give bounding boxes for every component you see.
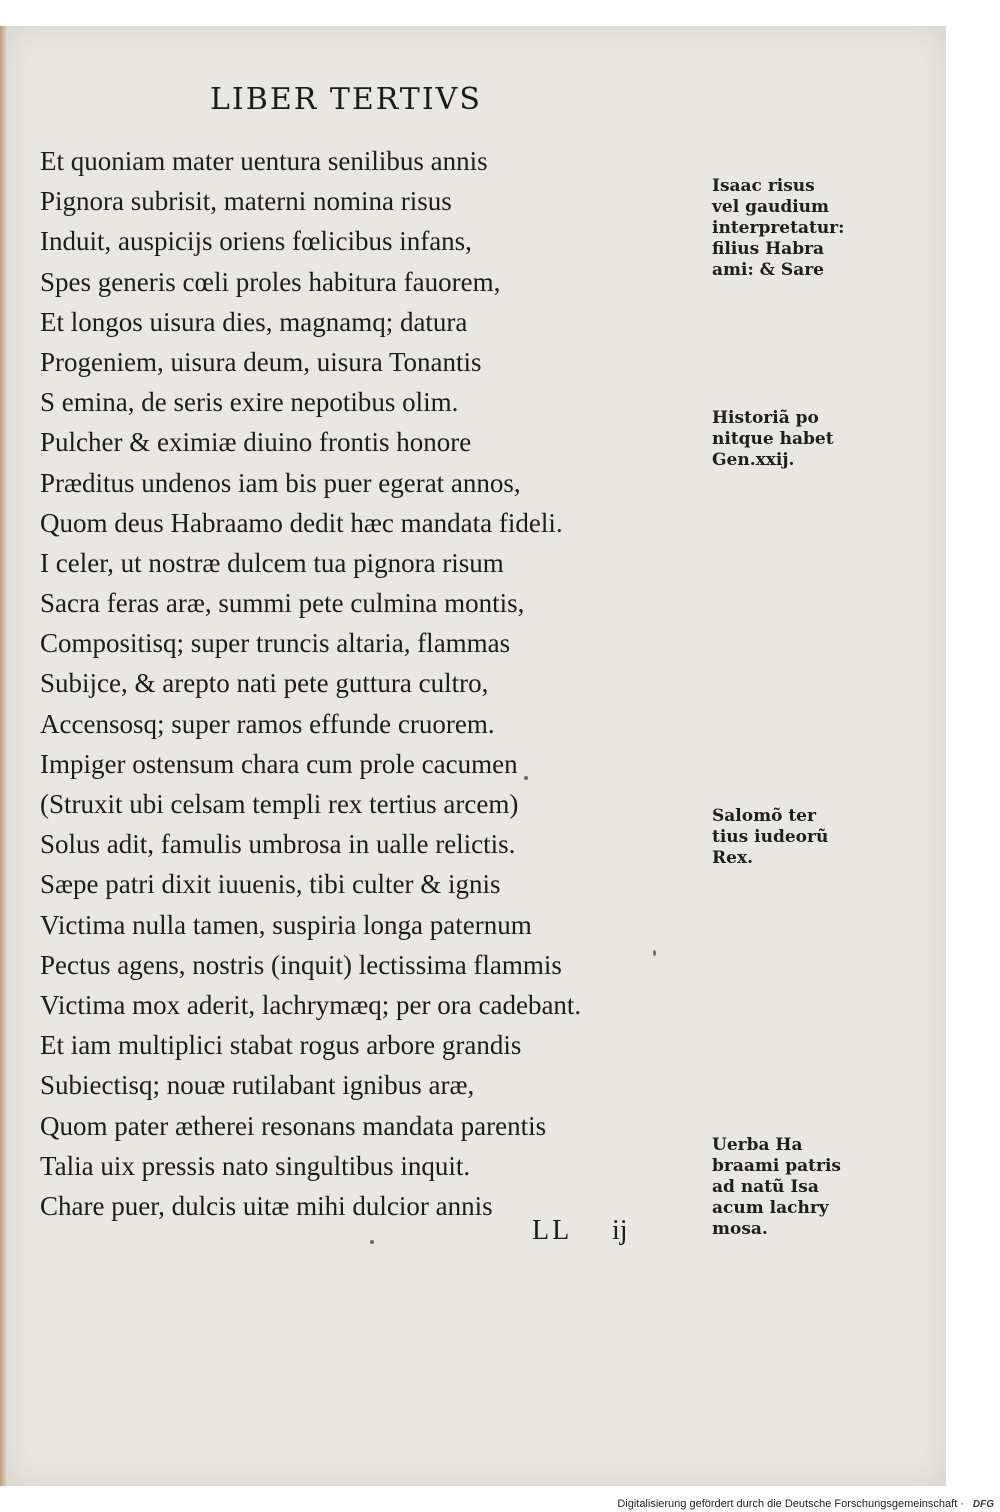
marginal-note-line: ami: & Sare: [712, 260, 824, 280]
running-head: LIBER TERTIVS: [210, 82, 482, 117]
verse-line: Solus adit, famulis umbrosa in ualle relictis.: [40, 829, 516, 860]
marginal-note-line: Rex.: [712, 848, 753, 868]
verse-line: Talia uix pressis nato singultibus inquit.: [40, 1150, 471, 1181]
verse-line: Victima nulla tamen, suspiria longa paternum: [40, 909, 532, 940]
ink-speck: [524, 776, 528, 780]
marginal-note-line: tius iudeorũ: [712, 827, 829, 847]
marginal-note-line: Gen.xxij.: [712, 450, 795, 470]
marginal-note-line: Salomõ ter: [712, 806, 816, 826]
marginal-note-line: vel gaudium: [712, 197, 830, 217]
marginal-note-line: interpretatur:: [712, 218, 845, 238]
verse-line: Sacra feras aræ, summi pete culmina montis,: [40, 588, 525, 619]
verse-line: Et quoniam mater uentura senilibus annis: [40, 146, 488, 176]
verse-line: S emina, de seris exire nepotibus olim.: [40, 387, 459, 418]
verse-line: (Struxit ubi celsam templi rex tertius arcem): [40, 789, 519, 819]
verse-line: Et longos uisura dies, magnamq; datura: [40, 306, 468, 337]
verse-line: Sæpe patri dixit iuuenis, tibi culter & ignis: [40, 869, 501, 900]
marginal-note-line: ad natũ Isa: [712, 1177, 819, 1197]
verse-line: Chare puer, dulcis uitæ mihi dulcior annis: [40, 1190, 493, 1221]
marginal-note-line: nitque habet: [712, 429, 834, 449]
dfg-logo: DFG: [972, 1499, 994, 1510]
digitization-credit: Digitalisierung gefördert durch die Deutsche Forschungsgemeinschaft ·: [617, 1498, 964, 1510]
marginal-note-line: acum lachry: [712, 1198, 829, 1218]
verse-line: Progeniem, uisura deum, uisura Tonantis: [40, 346, 482, 377]
marginal-note: [712, 176, 922, 281]
signature-mark: LL: [532, 1215, 573, 1246]
ink-speck: [653, 950, 656, 956]
marginal-note-line: Historiã po: [712, 408, 819, 428]
marginal-note: [712, 806, 922, 869]
ink-speck: [370, 1240, 374, 1244]
marginal-note: [712, 1135, 922, 1240]
verse-line: Quom deus Habraamo dedit hæc mandata fideli.: [40, 507, 563, 538]
verse-line: Pulcher & eximiæ diuino frontis honore: [40, 427, 472, 458]
verse-line: Accensosq; super ramos effunde cruorem.: [40, 708, 495, 739]
verse-line: Et iam multiplici stabat rogus arbore grandis: [40, 1030, 522, 1061]
marginal-note-line: mosa.: [712, 1219, 768, 1239]
verse-text: [40, 141, 680, 1226]
marginal-note: [712, 408, 922, 471]
verse-line: Subiectisq; nouæ rutilabant ignibus aræ,: [40, 1070, 475, 1101]
verse-line: Spes generis cœli proles habitura fauorem,: [40, 266, 501, 297]
verse-line: Quom pater ætherei resonans mandata parentis: [40, 1110, 547, 1141]
verse-line: Impiger ostensum chara cum prole cacumen: [40, 748, 518, 779]
marginal-note-line: filius Habra: [712, 239, 825, 259]
verse-line: Præditus undenos iam bis puer egerat annos,: [40, 467, 521, 498]
verse-line: Compositisq; super truncis altaria, flammas: [40, 628, 511, 659]
verse-line: Induit, auspicijs oriens fœlicibus infans,: [40, 226, 472, 257]
verse-line: Pectus agens, nostris (inquit) lectissima flammis: [40, 949, 562, 980]
marginal-note-line: Isaac risus: [712, 176, 815, 196]
verse-line: Subijce, & arepto nati pete guttura cultro,: [40, 668, 489, 699]
verse-line: Victima mox aderit, lachrymæq; per ora cadebant.: [40, 989, 582, 1020]
verse-line: Pignora subrisit, materni nomina risus: [40, 186, 452, 217]
signature-leaf: ij: [612, 1215, 628, 1246]
marginal-note-line: Uerba Ha: [712, 1135, 803, 1155]
verse-line: I celer, ut nostræ dulcem tua pignora risum: [40, 547, 504, 578]
marginal-note-line: braami patris: [712, 1156, 841, 1176]
